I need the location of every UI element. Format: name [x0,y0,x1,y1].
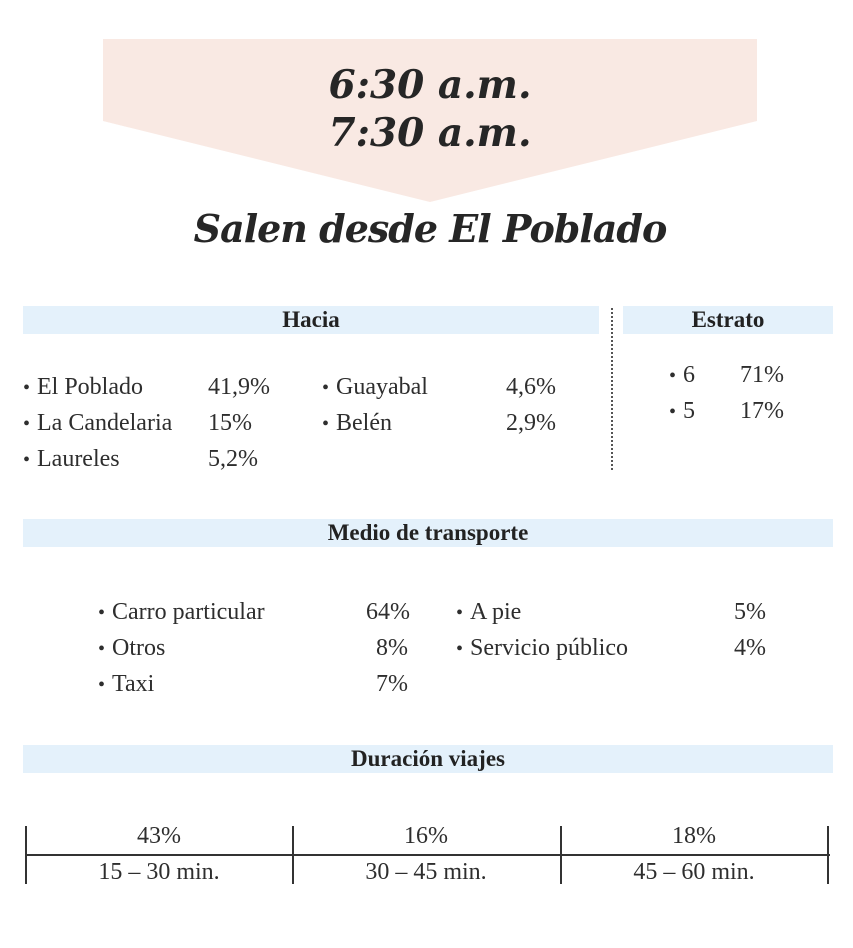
duration-range: 30 – 45 min. [365,859,487,885]
duracion-heading: Duración viajes [23,745,833,773]
transporte-heading: Medio de transporte [23,519,833,547]
item-value: 4,6% [506,374,556,400]
list-item: • A pie [456,599,522,625]
list-item: • Taxi [98,671,155,697]
duration-percent: 18% [672,823,716,849]
list-item: • Guayabal [322,374,428,400]
item-label: Servicio público [470,635,628,661]
duration-range: 15 – 30 min. [98,859,220,885]
list-item: • 5 [669,398,695,424]
item-label: Guayabal [336,374,428,400]
hacia-heading: Hacia [23,306,599,334]
item-label: Laureles [37,446,120,472]
item-label: Belén [336,410,392,436]
item-value: 17% [740,398,784,424]
item-label: 6 [683,362,695,388]
list-item: • El Poblado [23,374,143,400]
time-end: 7:30 a.m. [328,110,532,156]
item-value: 4% [734,635,766,661]
item-value: 5% [734,599,766,625]
item-value: 2,9% [506,410,556,436]
list-item: • La Candelaria [23,410,173,436]
item-value: 64% [366,599,410,625]
list-item: • Belén [322,410,392,436]
section-divider [611,308,613,470]
duration-range: 45 – 60 min. [633,859,755,885]
item-label: A pie [470,599,522,625]
item-label: Otros [112,635,166,661]
time-range [103,61,757,157]
item-label: El Poblado [37,374,143,400]
item-value: 15% [208,410,252,436]
item-value: 5,2% [208,446,258,472]
page-title: Salen desde El Poblado [193,206,667,251]
list-item: • 6 [669,362,695,388]
list-item: • Carro particular [98,599,265,625]
time-start: 6:30 a.m. [328,62,532,108]
item-label: 5 [683,398,695,424]
list-item: • Otros [98,635,166,661]
item-value: 41,9% [208,374,270,400]
estrato-heading: Estrato [623,306,833,334]
list-item: • Laureles [23,446,120,472]
list-item: • Servicio público [456,635,628,661]
item-label: Carro particular [112,599,265,625]
duration-percent: 43% [137,823,181,849]
item-label: Taxi [112,671,155,697]
item-value: 7% [376,671,408,697]
time-banner [103,39,757,202]
item-label: La Candelaria [37,410,173,436]
item-value: 71% [740,362,784,388]
duration-axis-line [25,854,830,856]
item-value: 8% [376,635,408,661]
duration-percent: 16% [404,823,448,849]
